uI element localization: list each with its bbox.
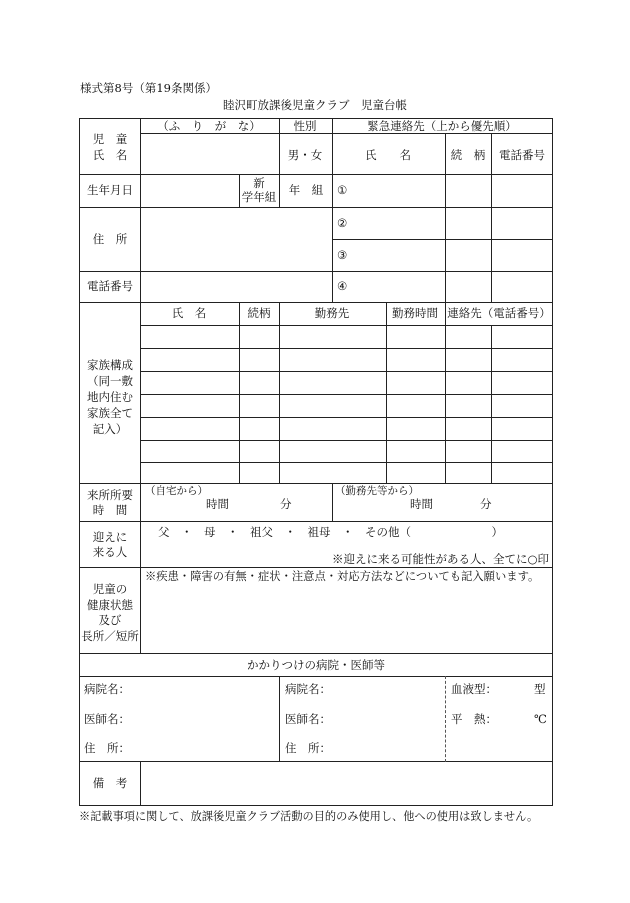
row-line	[332, 133, 553, 134]
grade-class-text: 年 組	[288, 183, 324, 197]
doctor-name-label-2: 医師名：	[285, 712, 331, 726]
row-line	[79, 174, 332, 175]
child-name-label: 児 童 氏 名	[92, 132, 128, 162]
row-line	[79, 207, 332, 208]
col-line	[445, 302, 446, 483]
emergency-col-relation: 続 柄	[450, 148, 486, 162]
phone-label: 電話番号	[87, 279, 133, 293]
col-line	[386, 302, 387, 483]
family-col-name: 氏 名	[171, 306, 207, 320]
family-col-workplace: 勤務先	[314, 306, 350, 320]
furigana-label: （ふ り が な）	[157, 119, 261, 133]
row-line	[332, 207, 553, 208]
doctor-name-label-1: 医師名：	[84, 712, 130, 726]
new-grade-label: 新 学年組	[241, 176, 277, 204]
blood-type-label: 血液型：	[451, 682, 497, 696]
emergency-col-phone: 電話番号	[499, 148, 545, 162]
hospital-name-label-2: 病院名：	[285, 682, 331, 696]
row-line	[332, 239, 553, 240]
row-line	[79, 676, 553, 677]
col-line	[140, 118, 141, 654]
emergency-row-3: ③	[337, 248, 348, 262]
row-line	[79, 302, 553, 303]
temperature-label: 平 熱：	[451, 712, 497, 726]
col-line-dashed	[445, 676, 446, 762]
col-line	[491, 133, 492, 302]
family-label: 家族構成 （同一敷 地内住む 家族全て 記入）	[87, 358, 133, 436]
family-col-relation: 続柄	[247, 306, 271, 320]
temperature-unit: ℃	[534, 712, 547, 726]
row-line	[332, 174, 553, 175]
emergency-row-1: ①	[337, 183, 348, 197]
col-line	[491, 325, 492, 483]
col-line	[279, 302, 280, 483]
commute-label: 来所所要 時 間	[87, 488, 133, 517]
address-label: 住 所	[92, 232, 128, 246]
blood-type-unit: 型	[534, 682, 546, 696]
row-line	[140, 133, 332, 134]
col-line	[239, 302, 240, 483]
pickup-label: 迎えに 来る人	[92, 530, 128, 559]
form-title: 睦沢町放課後児童クラブ 児童台帳	[223, 98, 407, 112]
remarks-label: 備 考	[92, 776, 128, 790]
col-line	[445, 133, 446, 302]
commute-work-minutes: 分	[480, 497, 492, 511]
col-line	[239, 174, 240, 207]
commute-work-hours: 時間	[410, 497, 433, 511]
gender-label: 性別	[293, 119, 317, 133]
footer-note: ※記載事項に関して、放課後児童クラブ活動の目的のみ使用し、他への使用は致しません。	[79, 810, 539, 823]
col-line	[279, 118, 280, 207]
hospital-header: かかりつけの病院・医師等	[247, 658, 385, 672]
family-col-hours: 勤務時間	[392, 306, 438, 320]
row-line	[79, 521, 553, 522]
pickup-options: 父 ・ 母 ・ 祖父 ・ 祖母 ・ その他（ ）	[158, 525, 503, 539]
health-note: ※疾患・障害の有無・症状・注意点・対応方法などについても記入願います。	[145, 570, 540, 583]
form-number: 様式第8号（第19条関係）	[80, 81, 217, 95]
health-label: 児童の 健康状態 及び 長所／短所	[81, 582, 139, 643]
row-line	[79, 271, 332, 272]
hospital-address-label-1: 住 所：	[84, 741, 130, 755]
commute-home-minutes: 分	[280, 497, 292, 511]
col-line	[279, 676, 280, 762]
family-col-contact: 連絡先（電話番号）	[447, 306, 551, 320]
commute-home-hours: 時間	[206, 497, 229, 511]
row-line	[79, 567, 553, 568]
hospital-address-label-2: 住 所：	[285, 741, 331, 755]
col-line	[140, 762, 141, 806]
col-line	[332, 483, 333, 521]
commute-from-work: （勤務先等から）	[335, 485, 419, 497]
pickup-note: ※迎えに来る可能性がある人、全てに○印	[331, 552, 549, 566]
hospital-name-label-1: 病院名：	[84, 682, 130, 696]
commute-from-home: （自宅から）	[145, 485, 208, 497]
col-line	[332, 118, 333, 302]
emergency-row-2: ②	[337, 216, 348, 230]
gender-options: 男・女	[287, 148, 323, 162]
emergency-header: 緊急連絡先（上から優先順）	[367, 119, 517, 133]
birth-label: 生年月日	[87, 183, 133, 197]
remarks-table	[79, 762, 553, 806]
emergency-col-name: 氏 名	[365, 148, 411, 162]
row-line	[79, 483, 553, 484]
row-line	[332, 271, 553, 272]
emergency-row-4: ④	[337, 279, 348, 293]
